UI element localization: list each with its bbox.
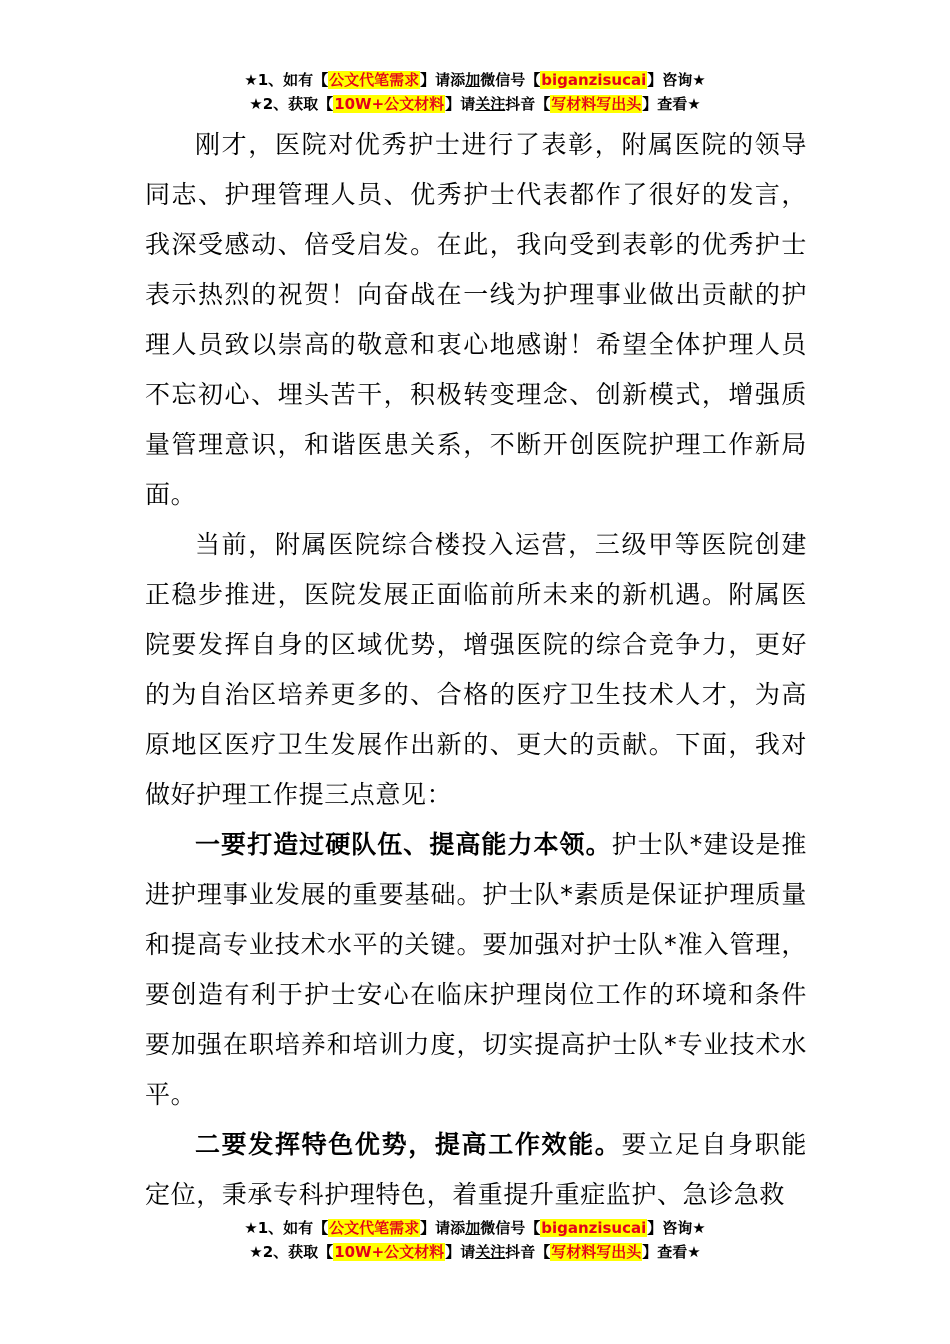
highlight-materials: 10W+公文材料 xyxy=(334,95,445,113)
header-banner-line-2: ★2、获取【10W+公文材料】请关注抖音【写材料写出头】查看★ xyxy=(249,95,701,113)
highlight-douyin: 写材料写出头 xyxy=(551,1243,642,1261)
paragraph-lead: 二要发挥特色优势，提高工作效能。 xyxy=(195,1130,622,1159)
highlight-wechat-id: biganzisucai xyxy=(541,1219,647,1237)
highlight-materials: 10W+公文材料 xyxy=(334,1243,445,1261)
highlight-douyin: 写材料写出头 xyxy=(551,95,642,113)
document-body xyxy=(145,120,807,1220)
highlight-wechat-id: biganzisucai xyxy=(541,71,647,89)
footer-banner xyxy=(0,1216,950,1264)
paragraph: 二要发挥特色优势，提高工作效能。要立足自身职能定位，秉承专科护理特色，着重提升重症监护、急诊急救 xyxy=(145,1130,807,1209)
highlight-ghostwriting: 公文代笔需求 xyxy=(329,1219,420,1237)
highlight-ghostwriting: 公文代笔需求 xyxy=(329,71,420,89)
paragraph-lead: 一要打造过硬队伍、提高能力本领。 xyxy=(195,830,612,859)
paragraph: 刚才，医院对优秀护士进行了表彰，附属医院的领导同志、护理管理人员、优秀护士代表都作了很好的发言，我深受感动、倍受启发。在此，我向受到表彰的优秀护士表示热烈的祝贺！向奋战在一线为护理事业做出贡献的护理人员致以崇高的敬意和衷心地感谢！希望全体护理人员不忘初心、埋头苦干，积极转变理念、创新模式，增强质量管理意识，和谐医患关系，不断开创医院护理工作新局面。 xyxy=(145,130,807,509)
header-banner-line-1: ★1、如有【公文代笔需求】请添加微信号【biganzisucai】咨询★ xyxy=(244,71,706,89)
header-banner xyxy=(0,68,950,116)
footer-banner-line-1: ★1、如有【公文代笔需求】请添加微信号【biganzisucai】咨询★ xyxy=(244,1219,706,1237)
paragraph: 当前，附属医院综合楼投入运营，三级甲等医院创建正稳步推进，医院发展正面临前所未来的新机遇。附属医院要发挥自身的区域优势，增强医院的综合竞争力，更好的为自治区培养更多的、合格的医疗卫生技术人才，为高原地区医疗卫生发展作出新的、更大的贡献。下面，我对做好护理工作提三点意见： xyxy=(145,530,807,809)
paragraph: 一要打造过硬队伍、提高能力本领。护士队*建设是推进护理事业发展的重要基础。护士队*素质是保证护理质量和提高专业技术水平的关键。要加强对护士队*准入管理，要创造有利于护士安心在临床护理岗位工作的环境和条件要加强在职培养和培训力度，切实提高护士队*专业技术水平。 xyxy=(145,830,807,1109)
footer-banner-line-2: ★2、获取【10W+公文材料】请关注抖音【写材料写出头】查看★ xyxy=(249,1243,701,1261)
